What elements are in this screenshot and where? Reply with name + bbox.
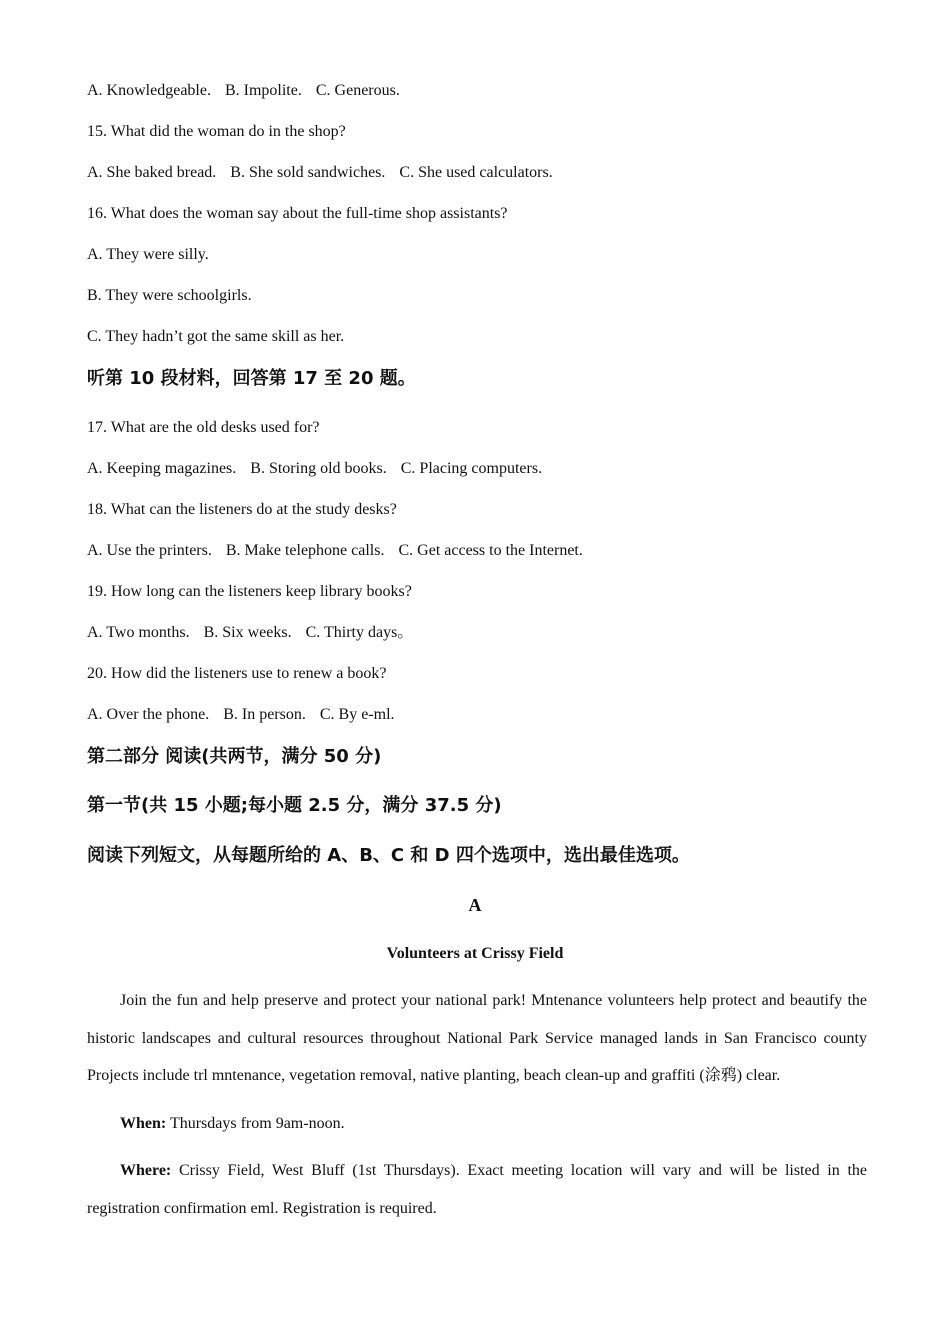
answer-options [87,541,583,561]
answer-option: B. Storing old books. [250,460,387,477]
passage-paragraph: Join the fun and help preserve and protect your national park! Mntenance volunteers help protect and beautify the historic landscapes and cultural resources throughout National Park Service managed lands in San Francisco county Projects include trl mntenance, vegetation removal, native planting, beach clean-up and graffiti (涂鸦) clear. [87,992,867,1084]
answer-option: A. Use the printers. [87,542,212,559]
part-two-title: 第二部分 阅读(共两节，满分 50 分) [87,746,382,767]
question-line: 17. What are the old desks used for? [87,419,320,436]
question-line: 18. What can the listeners do at the study desks? [87,501,397,518]
when-label: When: [120,1115,167,1132]
answer-option: C. Get access to the Internet. [398,542,583,559]
passage-when [87,1105,867,1143]
answer-option: C. Generous. [315,82,400,99]
answer-options [87,81,400,101]
passage-title: Volunteers at Crissy Field [386,945,564,962]
answer-option: C. Thirty days。 [305,624,414,641]
answer-option: C. Placing computers. [400,460,543,477]
question-line: 15. What did the woman do in the shop? [87,123,346,140]
question-line: A. They were silly. [87,246,209,263]
answer-option: B. Make telephone calls. [225,542,385,559]
answer-option: A. Two months. [87,624,190,641]
when-text: Thursdays from 9am-noon. [166,1115,345,1132]
where-text: Crissy Field, West Bluff (1st Thursdays). Exact meeting location will vary and will be listed in the registration confirmation eml. Registration is required. [87,1162,867,1217]
answer-option: B. Impolite. [224,82,302,99]
answer-options [87,163,553,183]
question-line: B. They were schoolgirls. [87,287,252,304]
question-line: 19. How long can the listeners keep library books? [87,583,412,600]
answer-option: C. She used calculators. [399,164,553,181]
answer-option: B. She sold sandwiches. [230,164,386,181]
answer-option: A. Keeping magazines. [87,460,237,477]
answer-options [87,459,542,479]
where-label: Where: [120,1162,172,1179]
answer-option: A. Over the phone. [87,706,210,723]
answer-option: B. Six weeks. [203,624,292,641]
passage-where [87,1152,867,1227]
passage-letter: A [468,895,482,915]
listening-section-heading: 听第 10 段材料，回答第 17 至 20 题。 [87,368,416,389]
answer-options [87,705,395,725]
question-line: C. They hadn’t got the same skill as her. [87,328,345,345]
answer-option: C. By e-ml. [319,706,395,723]
answer-option: A. She baked bread. [87,164,217,181]
reading-instruction: 阅读下列短文，从每题所给的 A、B、C 和 D 四个选项中，选出最佳选项。 [87,845,690,866]
section-one-title: 第一节(共 15 小题;每小题 2.5 分，满分 37.5 分) [87,795,502,816]
question-line: 16. What does the woman say about the full-time shop assistants? [87,205,508,222]
answer-option: A. Knowledgeable. [87,82,211,99]
answer-option: B. In person. [223,706,306,723]
question-line: 20. How did the listeners use to renew a book? [87,665,387,682]
answer-options [87,623,413,643]
